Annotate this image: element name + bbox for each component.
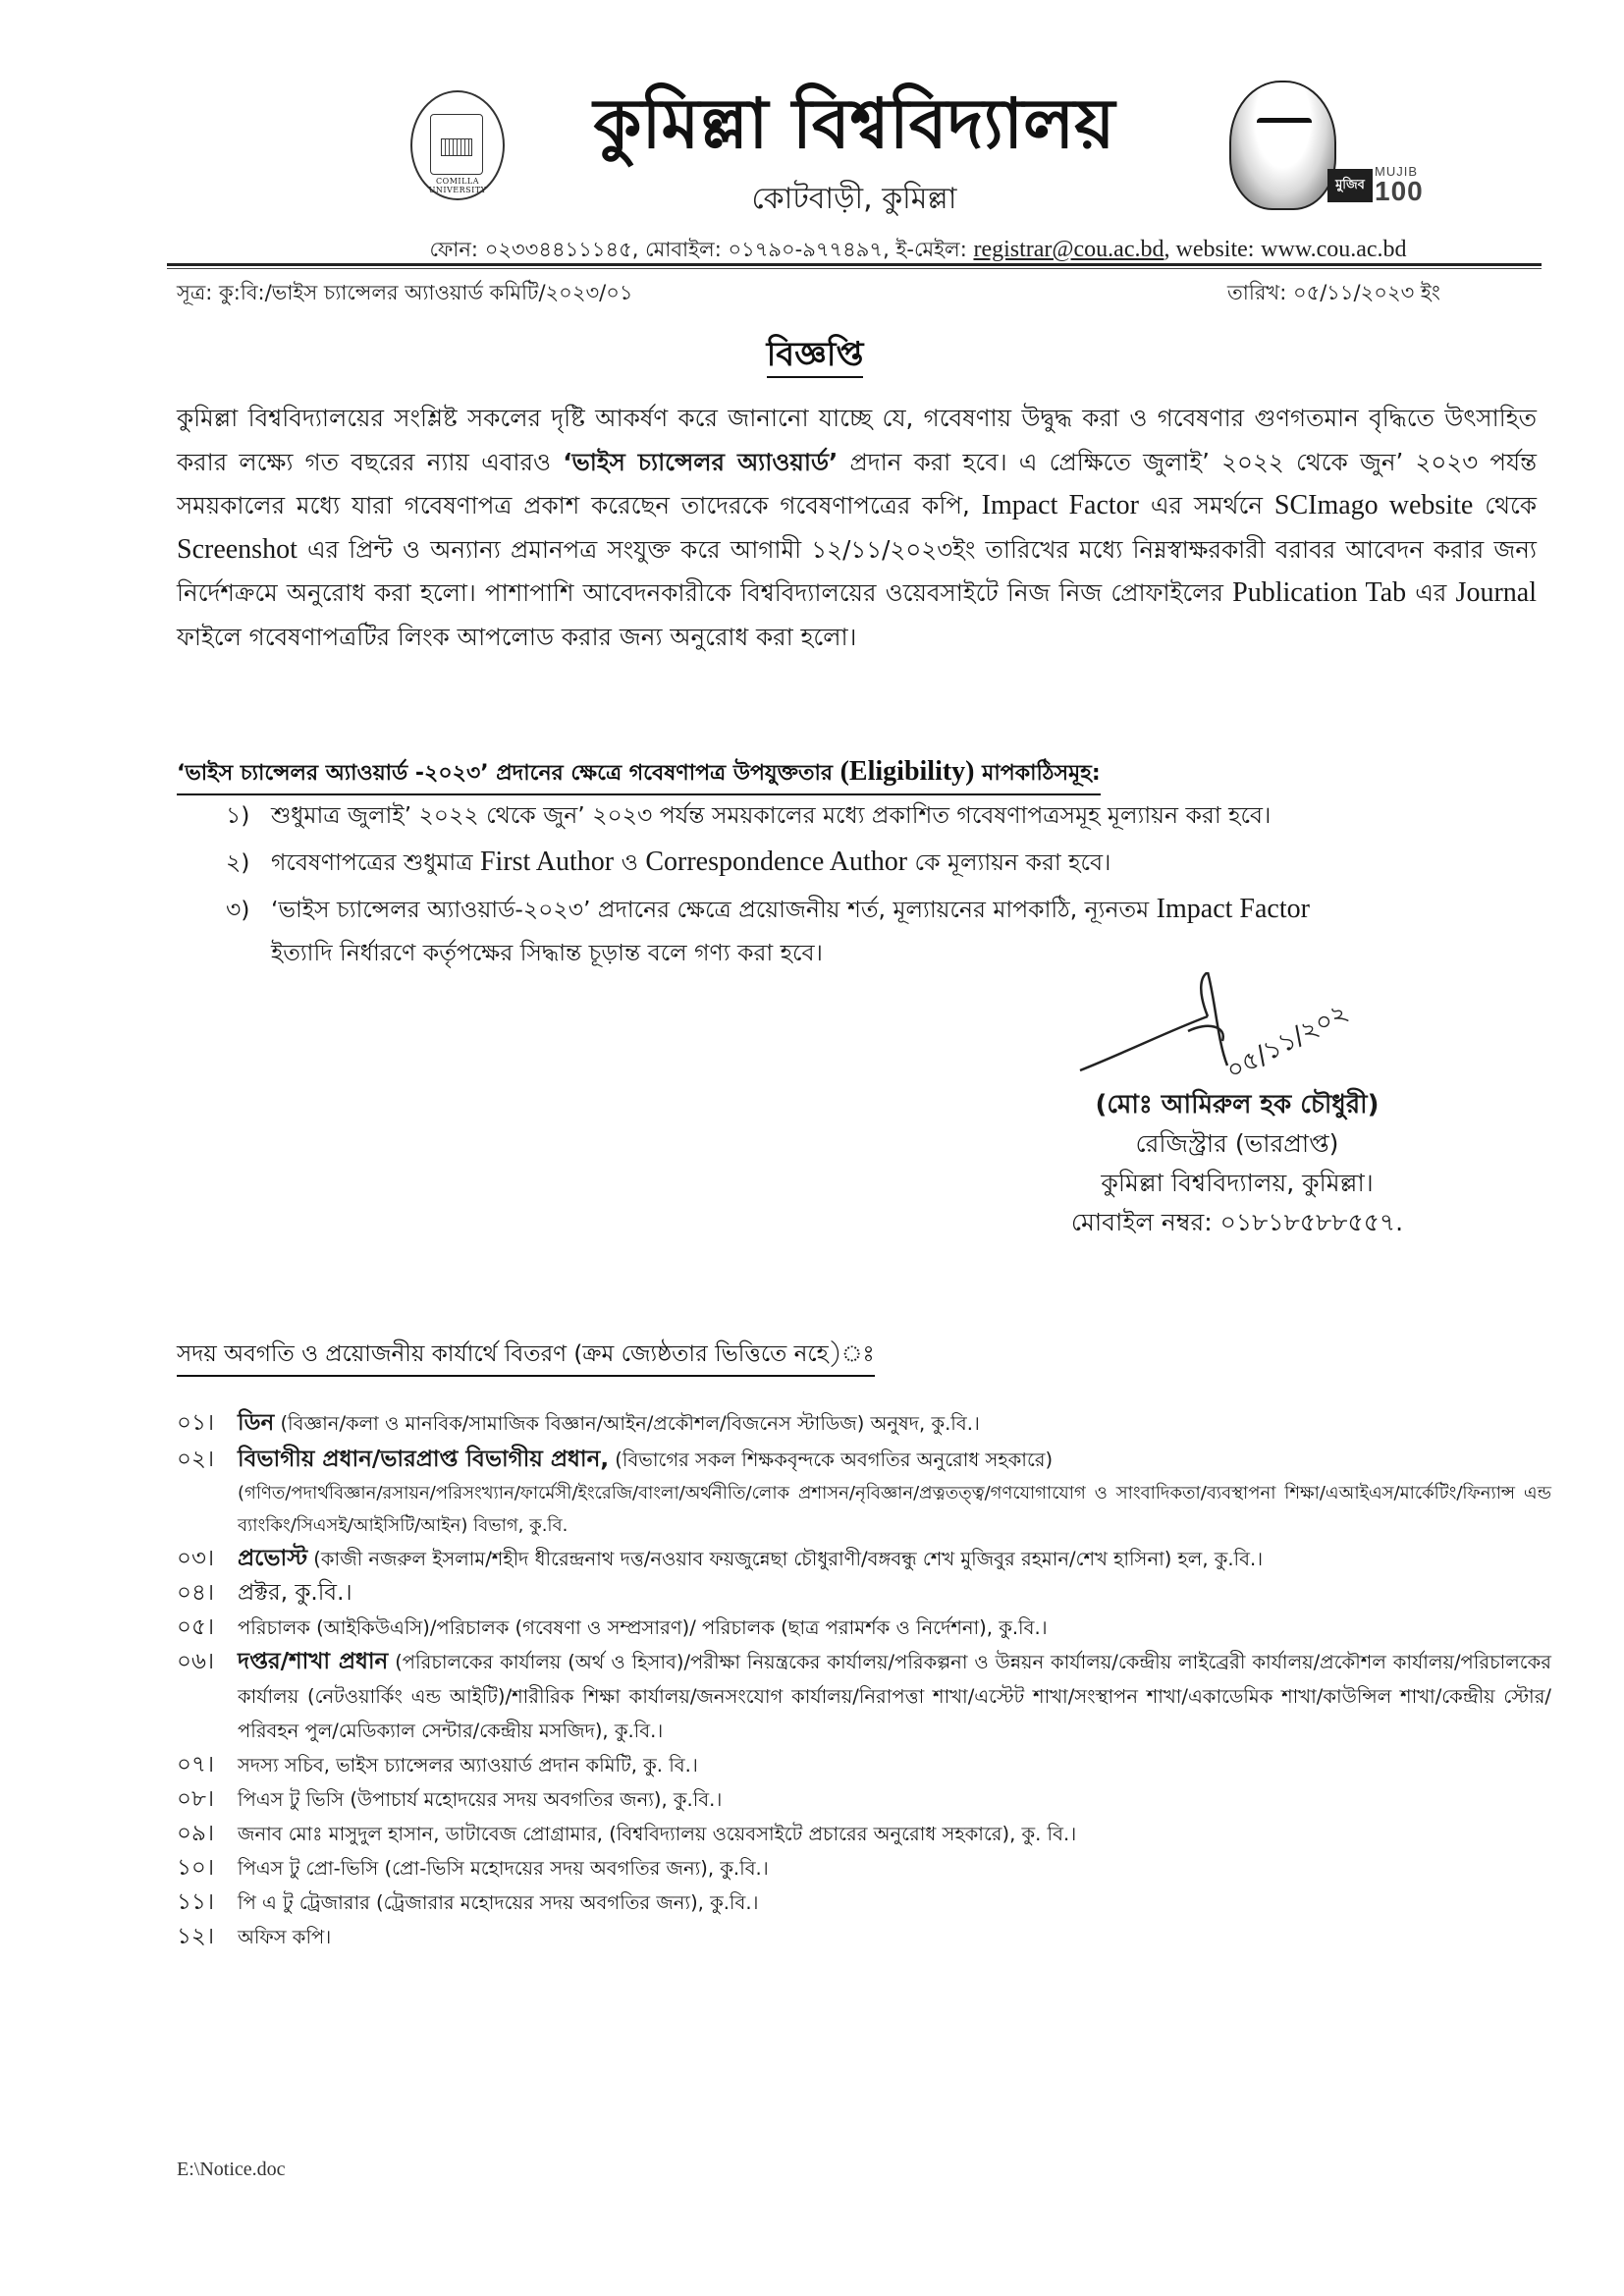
item-rest: (বিভাগের সকল শিক্ষকবৃন্দকে অবগতির অনুরোধ সহকারে) [609, 1449, 1054, 1471]
item-number: ০৮। [177, 1786, 215, 1812]
para-text: কুমিল্লা বিশ্ববিদ্যালয়ের সংশ্লিষ্ট সকলের দৃষ্টি আকর্ষণ করে জানানো যাচ্ছে যে, গবেষণায় উদ্বুদ্ধ করা ও গবেষণার গুণগতমান বৃদ্ধিতে উৎসাহিত করার লক্ষ্যে গত বছরের ন্যায় এবারও [177, 404, 1537, 476]
para-text: এর [1406, 578, 1456, 607]
item-lead: প্রক্টর, কু.বি.। [238, 1580, 352, 1606]
item-lead: বিভাগীয় প্রধান/ভারপ্রাপ্ত বিভাগীয় প্রধান, [238, 1447, 610, 1472]
correspondence-author-term: Correspondence Author [645, 847, 908, 877]
item-number: ০১। [177, 1410, 215, 1436]
item-rest: (বিজ্ঞান/কলা ও মানবিক/সামাজিক বিজ্ঞান/আইন/প্রকৌশল/বিজনেস স্টাডিজ) অনুষদ, কু.বি.। [274, 1412, 980, 1435]
scimago-term: SCImago website [1273, 490, 1474, 520]
item-number: ০৬। [177, 1649, 215, 1674]
item-text [238, 1611, 1551, 1645]
item-number: ১২। [177, 1924, 215, 1949]
list-item [177, 1443, 1551, 1542]
criterion-item [226, 841, 1537, 884]
item-text [238, 1576, 1551, 1611]
phone-label: ফোন: [429, 238, 479, 261]
journal-term: Journal [1455, 577, 1537, 608]
criterion-text: শুধুমাত্র জুলাই’ ২০২২ থেকে জুন’ ২০২৩ পর্যন্ত সময়কালের মধ্যে প্রকাশিত গবেষণাপত্রসমূহ মূল্যায়ন করা হবে। [271, 801, 1272, 829]
signature-block [982, 1085, 1492, 1242]
list-item [177, 1406, 1551, 1441]
screenshot-term: Screenshot [177, 533, 298, 565]
item-text [238, 1542, 1551, 1576]
signatory-name: (মোঃ আমিরুল হক চৌধুরী) [1095, 1090, 1380, 1120]
criterion-item [226, 793, 1537, 837]
notice-title-text: বিজ্ঞপ্তি [767, 335, 864, 378]
item-subtext: (গণিত/পদার্থবিজ্ঞান/রসায়ন/পরিসংখ্যান/ফার্মেসী/ইংরেজি/বাংলা/অর্থনীতি/লোক প্রশাসন/নৃবিজ্ঞান/প্রত্নতত্ত্ব/গণযোগাযোগ ও সাংবাদিকতা/ব্যবস্থাপনা শিক্ষা/এআইএস/মার্কেটিং/ফিন্যান্স এন্ড ব্যাংকিং/সিএসই/আইসিটি/আইন) বিভাগ, কু.বি. [238, 1483, 1551, 1536]
item-rest: (কাজী নজরুল ইসলাম/শহীদ ধীরেন্দ্রনাথ দত্ত/নওয়াব ফয়জুন্নেছা চৌধুরাণী/বঙ্গবন্ধু শেখ মুজিবুর রহমান/শেখ হাসিনা) হল, কু.বি.। [307, 1548, 1264, 1570]
list-item [177, 1645, 1551, 1748]
impact-factor-term: Impact Factor [981, 490, 1140, 520]
list-item [177, 1748, 1551, 1782]
list-item [177, 1782, 1551, 1817]
item-lead: ডিন [238, 1410, 275, 1436]
para-text: ফাইলে গবেষণাপত্রটির লিংক আপলোড করার জন্য অনুরোধ করা হলো। [177, 622, 857, 651]
website-label: , website: [1164, 237, 1255, 262]
first-author-term: First Author [479, 847, 615, 877]
item-text [238, 1782, 1551, 1817]
footer-file-path: E:\Notice.doc [177, 2159, 286, 2180]
item-text [238, 1851, 1551, 1886]
item-text [238, 1886, 1551, 1920]
phone-number: ০২৩৩৪৪১১১৪৫ [484, 238, 632, 261]
handwritten-date: ০৫/১১/২০২ [1221, 997, 1354, 1087]
criterion-text: কে মূল্যায়ন করা হবে। [907, 848, 1111, 876]
impact-factor-term: Impact Factor [1156, 894, 1310, 924]
signatory-designation: রেজিস্ট্রার (ভারপ্রাপ্ত) [1135, 1129, 1339, 1158]
signature-scribble-icon [1060, 972, 1375, 1090]
item-rest: সদস্য সচিব, ভাইস চ্যান্সেলর অ্যাওয়ার্ড প্রদান কমিটি, কু. বি.। [238, 1754, 698, 1777]
item-text [238, 1406, 1551, 1441]
distribution-heading: সদয় অবগতি ও প্রয়োজনীয় কার্যার্থে বিতরণ (ক্রম জ্যেষ্ঠতার ভিত্তিতে নহে)ঃ [177, 1336, 875, 1377]
item-number: ০৫। [177, 1614, 215, 1640]
item-rest: জনাব মোঃ মাসুদুল হাসান, ডাটাবেজ প্রোগ্রামার, (বিশ্ববিদ্যালয় ওয়েবসাইটে প্রচারের অনুরোধ সহকারে), কু. বি.। [238, 1823, 1077, 1845]
publication-tab-term: Publication Tab [1232, 577, 1407, 608]
website-link[interactable]: www.cou.ac.bd [1261, 237, 1407, 262]
item-number: ০৯। [177, 1821, 215, 1846]
item-lead: প্রভোস্ট [238, 1546, 308, 1571]
para-text: এর প্রিন্ট ও অন্যান্য প্রমানপত্র সংযুক্ত করে আগামী ১২/১১/২০২৩ইং তারিখের মধ্যে নিম্নস্বাক্ষরকারী বরাবর আবেদন করার জন্য নির্দেশক্রমে অনুরোধ করা হলো। পাশাপাশি আবেদনকারীকে বিশ্ববিদ্যালয়ের ওয়েবসাইটে নিজ নিজ প্রোফাইলের [177, 534, 1537, 607]
portrait-icon [1229, 81, 1336, 210]
criterion-text: ও [614, 848, 646, 876]
open-book-icon [441, 138, 472, 156]
item-number: ০২। [177, 1447, 215, 1472]
item-number: ০৭। [177, 1752, 215, 1777]
eligibility-heading-text: মাপকাঠিসমূহ: [974, 761, 1101, 786]
notice-title [687, 329, 943, 385]
item-text [238, 1443, 1551, 1542]
mujib-100-text [1375, 164, 1424, 206]
email-label: , ই-মেইল: [883, 238, 967, 261]
item-rest: পি এ টু ট্রেজারার (ট্রেজারার মহোদয়ের সদয় অবগতির জন্য), কু.বি.। [238, 1891, 759, 1914]
criterion-item [226, 888, 1537, 974]
list-item [177, 1611, 1551, 1645]
item-text [238, 1645, 1551, 1748]
item-rest: পরিচালক (আইকিউএসি)/পরিচালক (গবেষণা ও সম্প্রসারণ)/ পরিচালক (ছাত্র পরামর্শক ও নির্দেশনা), কু.বি.। [238, 1616, 1048, 1639]
seal-text: COMILLA UNIVERSITY [428, 177, 487, 194]
item-number: ১০। [177, 1855, 215, 1881]
item-number: ০৪। [177, 1580, 215, 1606]
mujib-en-label: MUJIB [1375, 164, 1418, 179]
email-link[interactable]: registrar@cou.ac.bd [973, 237, 1164, 262]
criterion-text-continued: ইত্যাদি নির্ধারণে কর্তৃপক্ষের সিদ্ধান্ত চূড়ান্ত বলে গণ্য করা হবে। [271, 939, 823, 966]
item-rest: অফিস কপি। [238, 1926, 332, 1948]
notice-date: তারিখ: ০৫/১১/২০২৩ ইং [1227, 281, 1440, 304]
criterion-number: ৩) [226, 896, 250, 923]
university-seal-logo [410, 90, 505, 200]
criterion-number: ২) [226, 848, 250, 876]
para-text: এর সমর্থনে [1139, 491, 1274, 519]
item-number: ১১। [177, 1889, 215, 1915]
header-divider-thin [167, 268, 1542, 269]
para-text: প্রদান করা হবে। এ প্রেক্ষিতে জুলাই’ ২০২২ থেকে জুন’ ২০২৩ পর্যন্ত সময়কালের মধ্যে যারা গবেষণাপত্র প্রকাশ করেছেন তাদেরকে গবেষণাপত্রের কপি, [177, 447, 1538, 519]
university-name: কুমিল্লা বিশ্ববিদ্যালয় [593, 83, 1115, 164]
eligibility-term: (Eligibility) [839, 756, 975, 787]
list-item [177, 1817, 1551, 1851]
distribution-list [177, 1406, 1551, 1954]
eligibility-heading [177, 756, 1101, 795]
item-rest: (পরিচালকের কার্যালয় (অর্থ ও হিসাব)/পরীক্ষা নিয়ন্ত্রকের কার্যালয়/পরিকল্পনা ও উন্নয়ন কার্যালয়/কেন্দ্রীয় লাইব্রেরী কার্যালয়/প্রকৌশল কার্যালয়/পরিচালকের কার্যালয় (নেটওয়ার্কিং এন্ড আইটি)/শারীরিক শিক্ষা কার্যালয়/জনসংযোগ কার্যালয়/নিরাপত্তা শাখা/এস্টেট শাখা/সংস্থাপন শাখা/একাডেমিক শাখা/কাউন্সিল শাখা/কেন্দ্রীয় স্টোর/পরিবহন পুল/মেডিক্যাল সেন্টার/কেন্দ্রীয় মসজিদ), কু.বি.। [238, 1651, 1551, 1742]
mobile-number: ০১৭৯০-৯৭৭৪৯৭ [728, 238, 884, 261]
item-text [238, 1748, 1551, 1782]
mujib-100-number: 100 [1375, 176, 1424, 206]
criterion-text: গবেষণাপত্রের শুধুমাত্র [271, 848, 480, 876]
list-item [177, 1851, 1551, 1886]
list-item [177, 1920, 1551, 1954]
list-item [177, 1576, 1551, 1611]
header-divider [167, 263, 1542, 266]
item-text [238, 1920, 1551, 1954]
university-address: কোটবাড়ী, কুমিল্লা [751, 182, 957, 216]
reference-number: সূত্র: কু:বি:/ভাইস চ্যান্সেলর অ্যাওয়ার্ড কমিটি/২০২৩/০১ [177, 281, 633, 304]
criterion-text: ‘ভাইস চ্যান্সেলর অ্যাওয়ার্ড-২০২৩’ প্রদানের ক্ষেত্রে প্রয়োজনীয় শর্ত, মূল্যায়নের মাপকাঠি, ন্যূনতম [271, 896, 1157, 923]
eligibility-heading-text: ‘ভাইস চ্যান্সেলর অ্যাওয়ার্ড -২০২৩’ প্রদানের ক্ষেত্রে গবেষণাপত্র উপযুক্ততার [177, 761, 840, 786]
para-text: থেকে [1473, 491, 1537, 519]
signatory-institution: কুমিল্লা বিশ্ববিদ্যালয়, কুমিল্লা। [1101, 1169, 1374, 1197]
list-item [177, 1886, 1551, 1920]
mujib-100-logo [1210, 79, 1424, 216]
item-rest: পিএস টু প্রো-ভিসি (প্রো-ভিসি মহোদয়ের সদয় অবগতির জন্য), কু.বি.। [238, 1857, 769, 1880]
mobile-label: , মোবাইল: [631, 238, 722, 261]
item-lead: দপ্তর/শাখা প্রধান [238, 1649, 389, 1674]
seal-emblem-icon [430, 114, 483, 175]
criterion-number: ১) [226, 801, 250, 829]
item-text [238, 1817, 1551, 1851]
notice-paragraph [177, 397, 1537, 659]
signatory-mobile: মোবাইল নম্বর: ০১৮১৮৫৮৮৫৫৭. [1070, 1208, 1404, 1236]
item-number: ০৩। [177, 1546, 215, 1571]
award-name: ‘ভাইস চ্যান্সেলর অ্যাওয়ার্ড’ [563, 447, 839, 476]
glasses-icon [1257, 118, 1312, 137]
mujib-badge: মুজিব [1327, 169, 1373, 202]
item-rest: পিএস টু ভিসি (উপাচার্য মহোদয়ের সদয় অবগতির জন্য), কু.বি.। [238, 1788, 723, 1811]
list-item [177, 1542, 1551, 1576]
